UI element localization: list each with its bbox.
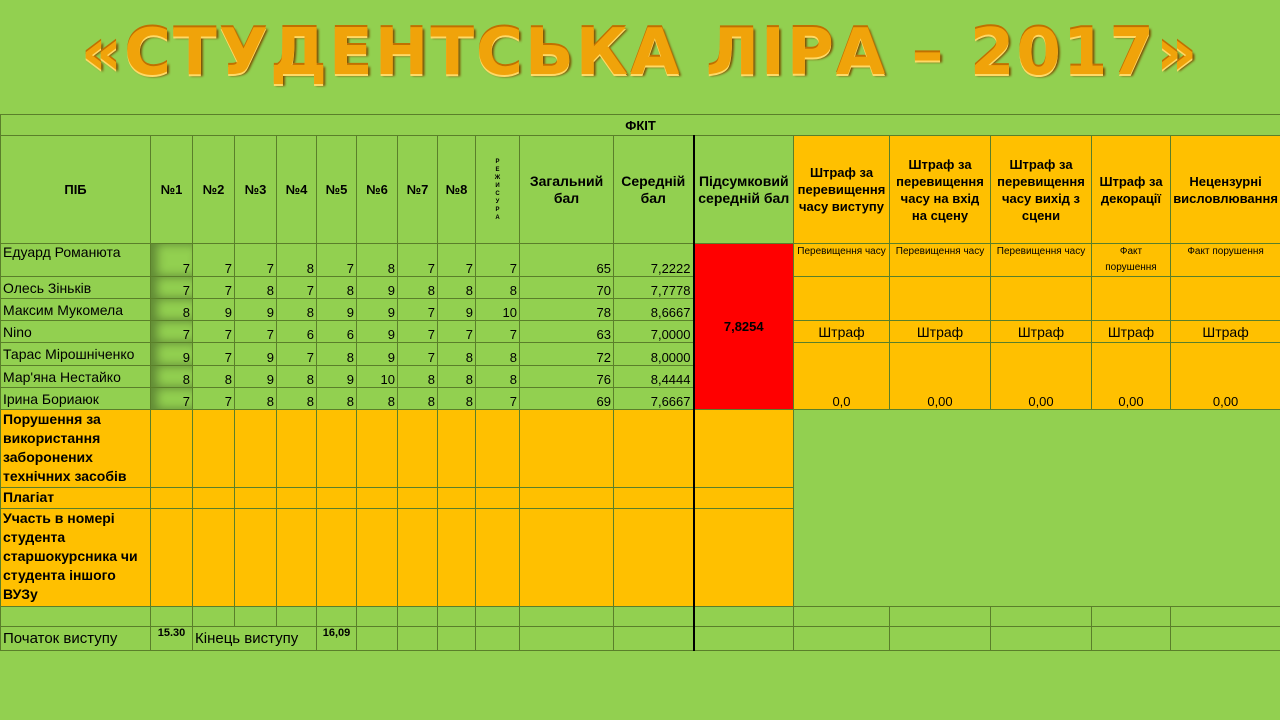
header-average: Середній бал (614, 136, 694, 244)
header-total: Загальний бал (520, 136, 614, 244)
penalty-empty (890, 277, 991, 321)
header-penalty-4: Штраф за декорації (1092, 136, 1171, 244)
total-cell: 76 (520, 366, 614, 388)
start-value: 15.30 (151, 627, 193, 651)
penalty-label: Штраф (794, 321, 890, 343)
score-cell: 7 (235, 321, 277, 343)
score-cell: 8 (235, 388, 277, 410)
penalty-note: Факт порушення (1092, 244, 1171, 277)
score-cell: 7 (193, 343, 235, 366)
total-cell: 70 (520, 277, 614, 299)
score-cell: 9 (235, 343, 277, 366)
score-cell: 9 (317, 366, 357, 388)
penalty-label: Штраф (1171, 321, 1280, 343)
score-cell: 7 (476, 388, 520, 410)
participant-name: Ірина Бориаюк (1, 388, 151, 410)
score-cell: 7 (151, 321, 193, 343)
score-cell: 7 (438, 321, 476, 343)
score-cell: 7 (476, 244, 520, 277)
score-cell: 8 (476, 277, 520, 299)
penalty-value: 0,00 (1171, 343, 1280, 410)
score-cell: 9 (193, 299, 235, 321)
header-judge-6: №6 (357, 136, 398, 244)
director-vertical-label: Р Е Ж И С У Р А (494, 158, 501, 221)
average-cell: 8,6667 (614, 299, 694, 321)
penalty-note: Перевищення часу (991, 244, 1092, 277)
penalty-empty (991, 277, 1092, 321)
score-cell: 7 (398, 321, 438, 343)
score-cell: 7 (398, 343, 438, 366)
table-row (1, 244, 1280, 277)
score-cell: 8 (398, 277, 438, 299)
score-cell: 8 (277, 388, 317, 410)
end-value: 16,09 (317, 627, 357, 651)
violation-row-1 (1, 410, 1280, 488)
average-cell: 7,7778 (614, 277, 694, 299)
header-penalty-1: Штраф за перевищення часу виступу (794, 136, 890, 244)
score-cell: 8 (357, 244, 398, 277)
penalty-label: Штраф (1092, 321, 1171, 343)
score-cell: 7 (151, 244, 193, 277)
score-cell: 8 (235, 277, 277, 299)
header-name: ПІБ (1, 136, 151, 244)
score-cell: 8 (193, 366, 235, 388)
penalty-empty (1171, 277, 1280, 321)
score-cell: 9 (151, 343, 193, 366)
score-cell: 8 (317, 343, 357, 366)
score-cell: 7 (193, 277, 235, 299)
score-cell: 9 (357, 321, 398, 343)
penalty-note: Перевищення часу (794, 244, 890, 277)
final-average-value: 7,8254 (694, 244, 794, 410)
participant-name: Едуард Романюта (1, 244, 151, 277)
penalty-note: Факт порушення (1171, 244, 1280, 277)
penalty-value: 0,0 (794, 343, 890, 410)
score-cell: 8 (438, 343, 476, 366)
score-cell: 8 (151, 366, 193, 388)
average-cell: 8,0000 (614, 343, 694, 366)
header-judge-2: №2 (193, 136, 235, 244)
penalty-empty (794, 277, 890, 321)
participant-name: Мар'яна Нестайко (1, 366, 151, 388)
spacer-row (1, 607, 1280, 627)
penalty-label: Штраф (991, 321, 1092, 343)
participant-name: Максим Мукомела (1, 299, 151, 321)
score-cell: 8 (398, 388, 438, 410)
total-cell: 69 (520, 388, 614, 410)
faculty-header: ФКІТ (1, 115, 1280, 136)
average-cell: 7,0000 (614, 321, 694, 343)
empty-area (794, 410, 1280, 607)
score-cell: 10 (476, 299, 520, 321)
total-cell: 72 (520, 343, 614, 366)
participant-name: Тарас Мірошніченко (1, 343, 151, 366)
score-cell: 7 (398, 244, 438, 277)
score-cell: 8 (357, 388, 398, 410)
score-cell: 7 (438, 244, 476, 277)
participant-name: Олесь Зіньків (1, 277, 151, 299)
score-cell: 8 (476, 366, 520, 388)
header-penalty-2: Штраф за перевищення часу на вхід на сцену (890, 136, 991, 244)
total-cell: 65 (520, 244, 614, 277)
score-cell: 9 (438, 299, 476, 321)
header-judge-7: №7 (398, 136, 438, 244)
score-cell: 9 (357, 343, 398, 366)
score-cell: 7 (398, 299, 438, 321)
table-row (1, 343, 1280, 366)
score-cell: 9 (357, 299, 398, 321)
total-cell: 78 (520, 299, 614, 321)
header-judge-1: №1 (151, 136, 193, 244)
score-cell: 6 (277, 321, 317, 343)
header-judge-8: №8 (438, 136, 476, 244)
header-final-average: Підсумковий середній бал (694, 136, 794, 244)
score-cell: 7 (317, 244, 357, 277)
average-cell: 7,6667 (614, 388, 694, 410)
violation-label: Порушення за використання заборонених технічних засобів (1, 410, 151, 488)
table-row (1, 277, 1280, 299)
score-cell: 9 (357, 277, 398, 299)
score-cell: 8 (438, 388, 476, 410)
score-cell: 9 (317, 299, 357, 321)
penalty-label: Штраф (890, 321, 991, 343)
penalty-value: 0,00 (1092, 343, 1171, 410)
score-cell: 7 (277, 343, 317, 366)
participant-name: Nino (1, 321, 151, 343)
header-judge-4: №4 (277, 136, 317, 244)
score-cell: 8 (476, 343, 520, 366)
score-cell: 7 (476, 321, 520, 343)
penalty-value: 0,00 (991, 343, 1092, 410)
score-cell: 8 (438, 366, 476, 388)
footer-row (1, 627, 1280, 651)
average-cell: 7,2222 (614, 244, 694, 277)
score-cell: 7 (193, 388, 235, 410)
page-title: «СТУДЕНТСЬКА ЛІРА – 2017» (80, 16, 1200, 90)
score-cell: 7 (277, 277, 317, 299)
penalty-value: 0,00 (890, 343, 991, 410)
violation-label: Участь в номері студента старшокурсника чи студента іншого ВУЗу (1, 509, 151, 607)
score-sheet (0, 114, 1280, 651)
score-cell: 7 (151, 277, 193, 299)
score-cell: 7 (151, 388, 193, 410)
score-cell: 9 (235, 366, 277, 388)
score-cell: 7 (193, 321, 235, 343)
average-cell: 8,4444 (614, 366, 694, 388)
penalty-empty (1092, 277, 1171, 321)
start-label: Початок виступу (1, 627, 151, 651)
score-cell: 8 (317, 277, 357, 299)
score-cell: 7 (235, 244, 277, 277)
header-penalty-5: Нецензурні висловлювання (1171, 136, 1280, 244)
violation-label: Плагіат (1, 488, 151, 509)
score-cell: 8 (438, 277, 476, 299)
score-cell: 6 (317, 321, 357, 343)
table-row (1, 321, 1280, 343)
score-cell: 9 (235, 299, 277, 321)
total-cell: 63 (520, 321, 614, 343)
score-cell: 10 (357, 366, 398, 388)
score-cell: 8 (277, 299, 317, 321)
score-cell: 7 (193, 244, 235, 277)
score-cell: 8 (317, 388, 357, 410)
column-headers (1, 136, 1280, 244)
score-cell: 8 (151, 299, 193, 321)
header-director (476, 136, 520, 244)
end-label: Кінець виступу (193, 627, 317, 651)
score-cell: 8 (398, 366, 438, 388)
header-judge-3: №3 (235, 136, 277, 244)
header-judge-5: №5 (317, 136, 357, 244)
header-penalty-3: Штраф за перевищення часу вихід з сцени (991, 136, 1092, 244)
score-cell: 8 (277, 244, 317, 277)
penalty-note: Перевищення часу (890, 244, 991, 277)
score-cell: 8 (277, 366, 317, 388)
